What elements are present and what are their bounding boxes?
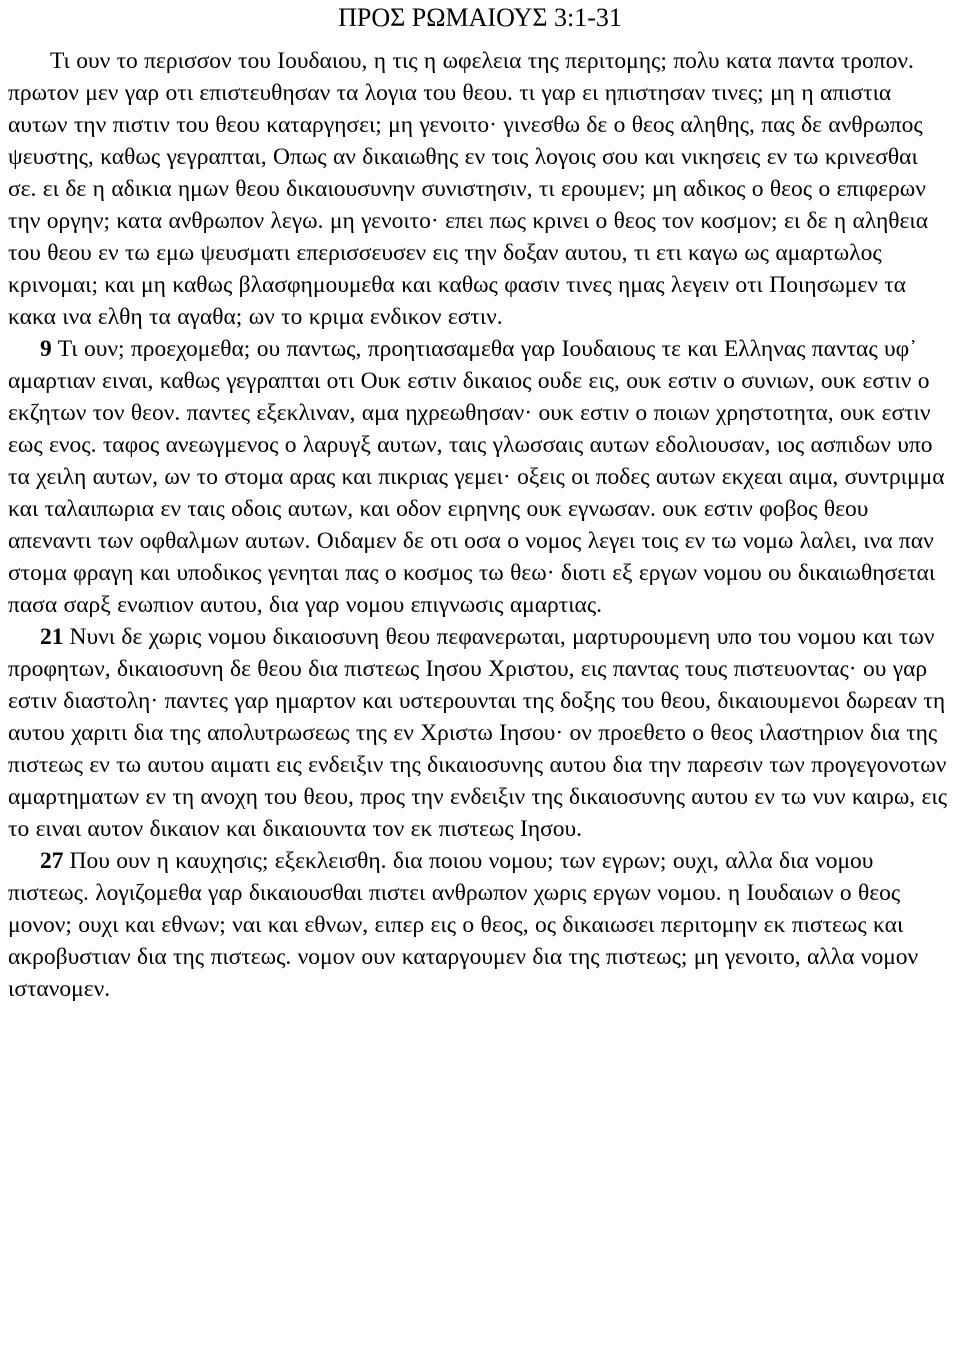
page-title: ΠΡΟΣ ΡΩΜΑΙΟΥΣ 3:1-31 (338, 3, 622, 32)
verse-number: 9 (40, 336, 52, 362)
paragraph-verse-9 (8, 333, 952, 621)
paragraph-text: Τι ουν το περισσον του Ιουδαιου, η τις η ωφελεια της περιτομης; πολυ κατα παντα τροπον. πρωτον μεν γαρ οτι επιστευθησαν τα λογια του θεου. τι γαρ ει ηπιστησαν τινες; μη η απιστια αυτων την πιστιν του θεου καταργησει; μη γενοιτο· γινεσθω δε ο θεος αληθης, πας δε ανθρωπος ψευστης, καθως γεγραπται, Οπως αν δικαιωθης εν τοις λογοις σου και νικησεις εν τω κρινεσθαι σε. ει δε η αδικια ημων θεου δικαιουσυνην συνιστησιν, τι ερουμεν; μη αδικος ο θεος ο επιφερων την οργην; κατα ανθρωπον λεγω. μη γενοιτο· επει πως κρινει ο θεος τον κοσμον; ει δε η αληθεια του θεου εν τω εμω ψευσματι επερισσευσεν εις την δοξαν αυτου, τι ετι καγω ως αμαρτωλος κρινομαι; και μη καθως βλασφημουμεθα και καθως φασιν τινες ημας λεγειν οτι Ποιησωμεν τα κακα ινα ελθη τα αγαθα; ων το κριμα ενδικον εστιν. (8, 48, 929, 330)
paragraph-text: Τι ουν; προεχομεθα; ου παντως, προητιασαμεθα γαρ Ιουδαιους τε και Ελληνας παντας υφ᾽ αμαρτιαν ειναι, καθως γεγραπται οτι Ουκ εστιν δικαιος ουδε εις, ουκ εστιν ο συνιων, ουκ εστιν ο εκζητων τον θεον. παντες εξεκλιναν, αμα ηχρεωθησαν· ουκ εστιν ο ποιων χρηστοτητα, ουκ εστιν εως ενος. ταφος ανεωγμενος ο λαρυγξ αυτων, ταις γλωσσαις αυτων εδολιουσαν, ιος ασπιδων υπο τα χειλη αυτων, ων το στομα αρας και πικριας γεμει· οξεις οι ποδες αυτων εκχεαι αιμα, συντριμμα και ταλαιπωρια εν ταις οδοις αυτων, και οδον ειρηνης ουκ εγνωσαν. ουκ εστιν φοβος θεου απεναντι των οφθαλμων αυτων. Οιδαμεν δε οτι οσα ο νομος λεγει τοις εν τω νομω λαλει, ινα παν στομα φραγη και υποδικος γενηται πας ο κοσμος τω θεω· διοτι εξ εργων νομου ου δικαιωθησεται πασα σαρξ ενωπιον αυτου, δια γαρ νομου επιγνωσις αμαρτιας. (8, 336, 945, 618)
paragraph-verse-1 (8, 45, 952, 333)
verse-number: 27 (40, 848, 64, 874)
paragraph-text: Που ουν η καυχησις; εξεκλεισθη. δια ποιου νομου; των εγρων; ουχι, αλλα δια νομου πιστεως. λογιζομεθα γαρ δικαιουσθαι πιστει ανθρωπον χωρις εργων νομου. η Ιουδαιων ο θεος μονον; ουχι και εθνων; ναι και εθνων, ειπερ εις ο θεος, ος δικαιωσει περιτομην εκ πιστεως και ακροβυστιαν δια της πιστεως. νομον ουν καταργουμεν δια της πιστεως; μη γενοιτο, αλλα νομον ιστανομεν. (8, 848, 919, 1002)
paragraph-verse-27 (8, 845, 952, 1005)
verse-number: 21 (40, 624, 64, 650)
paragraph-text: Νυνι δε χωρις νομου δικαιοσυνη θεου πεφανερωται, μαρτυρουμενη υπο του νομου και των προφητων, δικαιοσυνη δε θεου δια πιστεως Ιησου Χριστου, εις παντας τους πιστευοντας· ου γαρ εστιν διαστολη· παντες γαρ ημαρτον και υστερουνται της δοξης του θεου, δικαιουμενοι δωρεαν τη αυτου χαριτι δια της απολυτρωσεως της εν Χριστω Ιησου· ον προεθετο ο θεος ιλαστηριον δια της πιστεως εν τω αυτου αιματι εις ενδειξιν της δικαιοσυνης αυτου δια την παρεσιν των προγεγονοτων αμαρτηματων εν τη ανοχη του θεου, προς την ενδειξιν της δικαιοσυνης αυτου εν τω νυν καιρω, εις το ειναι αυτον δικαιον και δικαιουντα τον εκ πιστεως Ιησου. (8, 624, 948, 842)
document-body (8, 45, 952, 1005)
paragraph-verse-21 (8, 621, 952, 845)
